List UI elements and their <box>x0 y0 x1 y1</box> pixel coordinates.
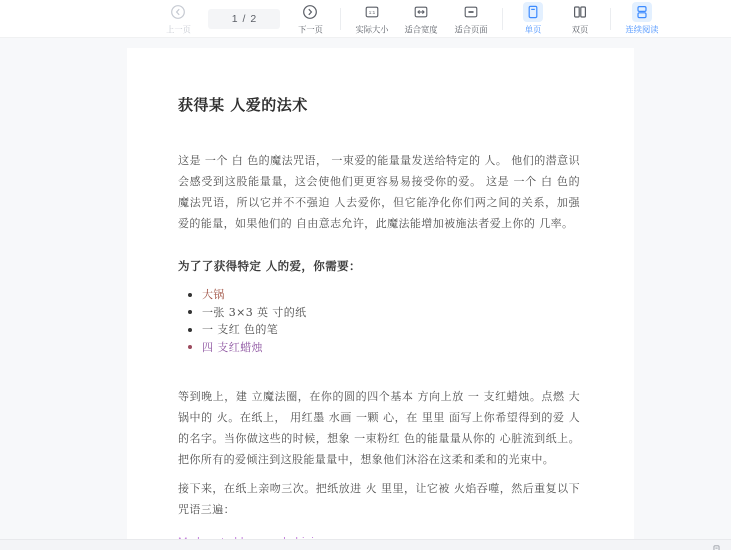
single-page-mode-button[interactable] <box>516 2 550 36</box>
list-item-text: 大锅 <box>202 288 225 301</box>
double-page-icon <box>570 2 590 22</box>
fit-page-button[interactable] <box>453 2 489 36</box>
list-item-text: 四 支红蜡烛 <box>202 340 263 354</box>
chevron-left-circle-icon <box>168 2 188 22</box>
toolbar-divider <box>340 8 341 30</box>
single-page-icon <box>523 2 543 22</box>
actual-size-label: 实际大小 <box>355 24 390 35</box>
bullet-icon <box>188 293 192 297</box>
svg-text:1:1: 1:1 <box>369 9 376 15</box>
document-page <box>127 48 634 550</box>
actual-size-button[interactable] <box>354 2 390 36</box>
single-page-label: 单页 <box>524 24 541 35</box>
fit-page-label: 适合页面 <box>453 24 488 35</box>
list-heading: 为了了获得特定 人的爱，你需要： <box>178 259 361 273</box>
continuous-read-button[interactable] <box>624 2 660 36</box>
bullet-icon <box>188 328 192 332</box>
list-item <box>178 304 580 322</box>
document-scroll-area[interactable] <box>0 39 731 550</box>
fit-page-icon <box>461 2 481 22</box>
fit-width-button[interactable] <box>403 2 439 36</box>
actual-size-icon <box>362 2 382 22</box>
bullet-icon <box>188 310 192 314</box>
fit-width-label: 适合宽度 <box>404 24 439 35</box>
toolbar-divider <box>610 8 611 30</box>
double-page-mode-button[interactable] <box>563 2 597 36</box>
bottom-status-bar <box>0 539 731 550</box>
continuous-read-label: 连续阅读 <box>624 24 659 35</box>
continuous-read-icon <box>632 2 652 22</box>
next-page-button[interactable] <box>293 2 327 36</box>
viewer-toolbar <box>0 0 731 38</box>
list-item <box>178 286 580 304</box>
list-item-text: 一 支红 色的笔 <box>202 323 279 336</box>
fit-width-icon <box>411 2 431 22</box>
chevron-right-circle-icon <box>300 2 320 22</box>
list-item <box>178 321 580 339</box>
paragraph: 等到晚上，建 立魔法圈，在你的圆的四个基本 方向上放 一 支红蜡烛。点燃 大锅中的 火。在纸上， 用红墨 水画 一颗 心，在 里里 面写上你希望得到的爱 人的名字。当你做这些的时候，想象 一束粉红 色的能量量从你的 心脏流到纸上。 把你所有的爱倾注到这股能量量中，想象他们沐浴在这柔和柔和的光束中。 <box>178 390 580 466</box>
toolbar-divider <box>502 8 503 30</box>
bullet-icon <box>188 345 192 349</box>
paragraph: 接下来，在纸上亲吻三次。把纸放进 火 里里，让它被 火焰吞噬，然后重复以下咒语三遍： <box>178 482 580 516</box>
mini-page-icon[interactable] <box>712 541 721 550</box>
paragraph: 这是 一个 白 色的魔法咒语， 一束爱的能量量发送给特定的 人。 他们的潜意识会感受到这股能量量，这会使他们更更容易易接受你的爱。 这是 一个 白 色的魔法咒语，所以它并不不强迫 人去爱你，但它能净化你们两之间的关系，加强爱的能量，如果他们的 自由意志允许，此魔法能增加被施法者爱上你的 几率。 <box>178 154 580 230</box>
page-indicator[interactable]: 1 / 2 <box>208 9 280 29</box>
materials-list <box>178 286 580 356</box>
double-page-label: 双页 <box>571 24 588 35</box>
page-title: 获得某 人爱的法术 <box>178 96 308 114</box>
list-item-text: 一张 3×3 英 寸的纸 <box>202 305 307 319</box>
previous-page-label: 上一页 <box>166 24 191 35</box>
list-item <box>178 339 580 357</box>
previous-page-button[interactable] <box>161 2 195 36</box>
next-page-label: 下一页 <box>298 24 323 35</box>
